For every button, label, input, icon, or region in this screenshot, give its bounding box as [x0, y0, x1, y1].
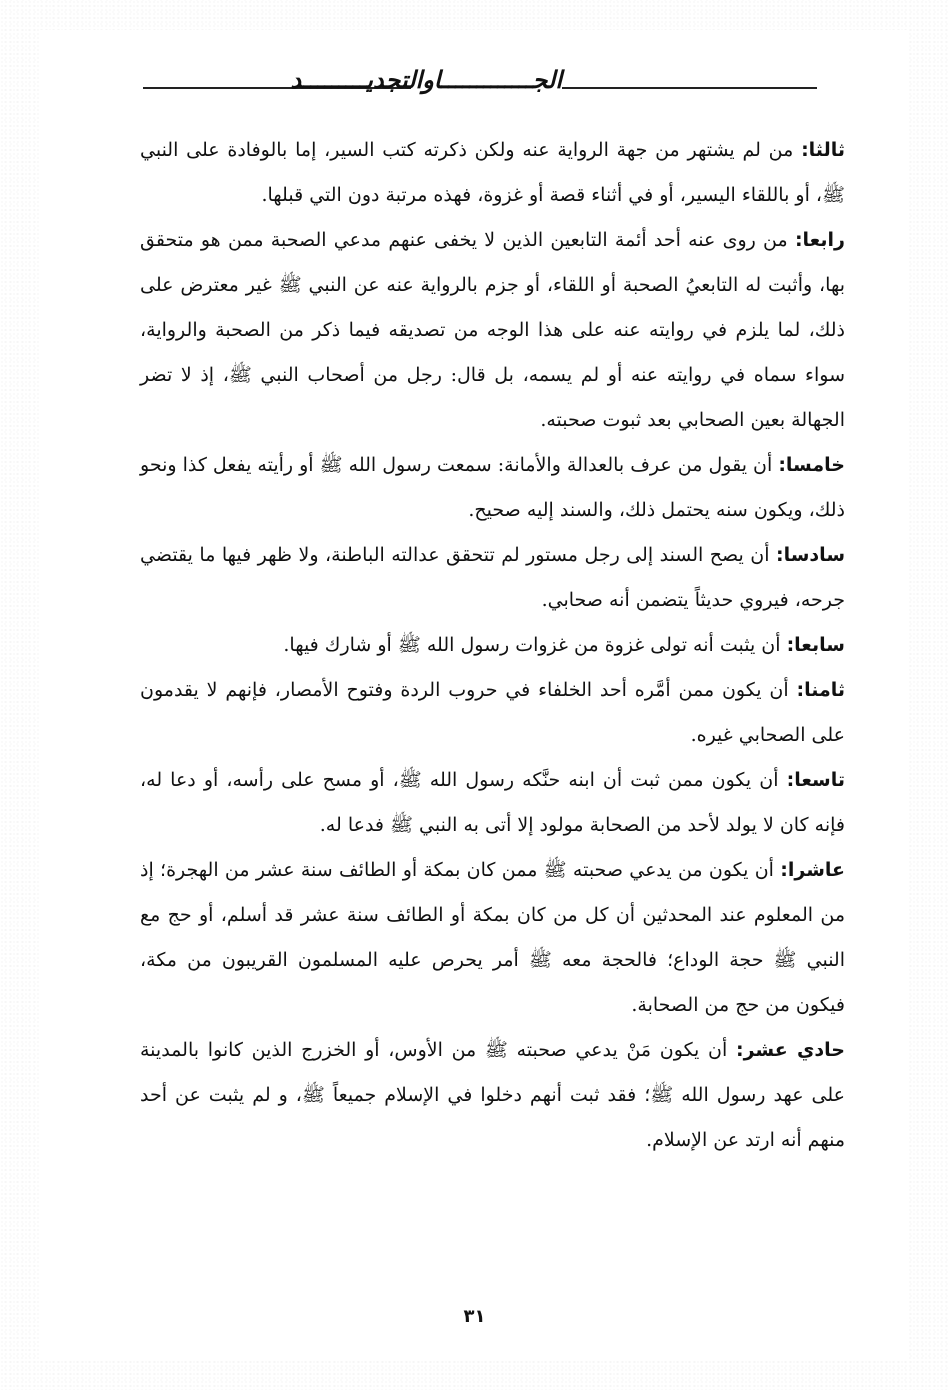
paragraph-third — [140, 128, 845, 218]
paragraph-lead: سادسا: — [776, 544, 846, 566]
paragraph-ninth — [140, 758, 845, 848]
paragraph-lead: خامسا: — [778, 454, 845, 476]
paragraph-lead: سابعا: — [786, 634, 845, 656]
header-rule-right — [562, 87, 817, 89]
paragraph-lead: حادي عشر: — [736, 1039, 845, 1061]
paragraph-lead: ثامنا: — [796, 679, 845, 701]
paragraph-text: من لم يشتهر من جهة الرواية عنه ولكن ذكرته كتب السير، إما بالوفادة على النبي ﷺ، أو باللقاء اليسير، أو في أثناء قصة أو غزوة، فهذه مرتبة دون التي قبلها. — [140, 139, 845, 206]
paragraph-tenth — [140, 848, 845, 1028]
running-header — [0, 60, 949, 120]
paragraph-text: من روى عنه أحد أئمة التابعين الذين لا يخفى عنهم مدعي الصحبة ممن هو متحقق بها، وأثبت له التابعيُ الصحبة أو اللقاء، أو جزم بالرواية عنه عن النبي ﷺ غير معترض على ذلك، لما يلزم في روايته عنه على هذا الوجه من تصديقه فيما ذكر من الصحبة والرواية، سواء سماه في روايته عنه أو لم يسمه، بل قال: رجل من أصحاب النبي ﷺ، إذ لا تضر الجهالة بعين الصحابي بعد ثبوت صحبته. — [140, 229, 845, 431]
page-number: ٣١ — [463, 1306, 486, 1327]
paragraph-lead: ثالثا: — [801, 139, 845, 161]
paragraph-eighth — [140, 668, 845, 758]
paragraph-text: أن يصح السند إلى رجل مستور لم تتحقق عدالته الباطنة، ولا ظهر فيها ما يقتضي جرحه، فيروي حديثاً يتضمن أنه صحابي. — [140, 544, 845, 611]
paragraph-text: أن يقول من عرف بالعدالة والأمانة: سمعت رسول الله ﷺ أو رأيته يفعل كذا ونحو ذلك، ويكون سنه يحتمل ذلك، والسند إليه صحيح. — [140, 454, 845, 521]
paragraph-lead: تاسعا: — [786, 769, 846, 791]
paragraph-fourth — [140, 218, 845, 443]
main-text — [140, 128, 845, 1163]
paragraph-text: أن يكون مَنْ يدعي صحبته ﷺ من الأوس، أو الخزرج الذين كانوا بالمدينة على عهد رسول الله ﷺ؛ فقد ثبت أنهم دخلوا في الإسلام جميعاً ﷺ، و لم يثبت عن أحد منهم أنه ارتد عن الإسلام. — [140, 1039, 845, 1151]
paragraph-fifth — [140, 443, 845, 533]
paragraph-text: أن يثبت أنه تولى غزوة من غزوات رسول الله ﷺ أو شارك فيها. — [283, 634, 781, 656]
paragraph-text: أن يكون ممن ثبت أن ابنه حنَّكه رسول الله ﷺ، أو مسح على رأسه، أو دعا له، فإنه كان لا يولد لأحد من الصحابة مولود إلا أتى به النبي ﷺ فدعا له. — [140, 769, 845, 836]
paragraph-lead: عاشرا: — [780, 859, 845, 881]
paragraph-text: أن يكون من يدعي صحبته ﷺ ممن كان بمكة أو الطائف سنة عشر من الهجرة؛ إذ من المعلوم عند المحدثين أن كل من كان بمكة أو الطائف سنة عشر قد أسلم، أو حج مع النبي ﷺ حجة الوداع؛ فالحجة معه ﷺ أمر يحرص عليه المسلمون القريبون من مكة، فيكون من حج من الصحابة. — [140, 859, 845, 1016]
paragraph-eleventh — [140, 1028, 845, 1163]
paragraph-text: أن يكون ممن أمَّره أحد الخلفاء في حروب الردة وفتوح الأمصار، فإنهم لا يقدمون على الصحابي غيره. — [140, 679, 845, 746]
paragraph-seventh — [140, 623, 845, 668]
paragraph-lead: رابعا: — [794, 229, 845, 251]
header-title: الجـــــــــــــاوالتجديـــــــــد — [290, 65, 562, 94]
paragraph-sixth — [140, 533, 845, 623]
